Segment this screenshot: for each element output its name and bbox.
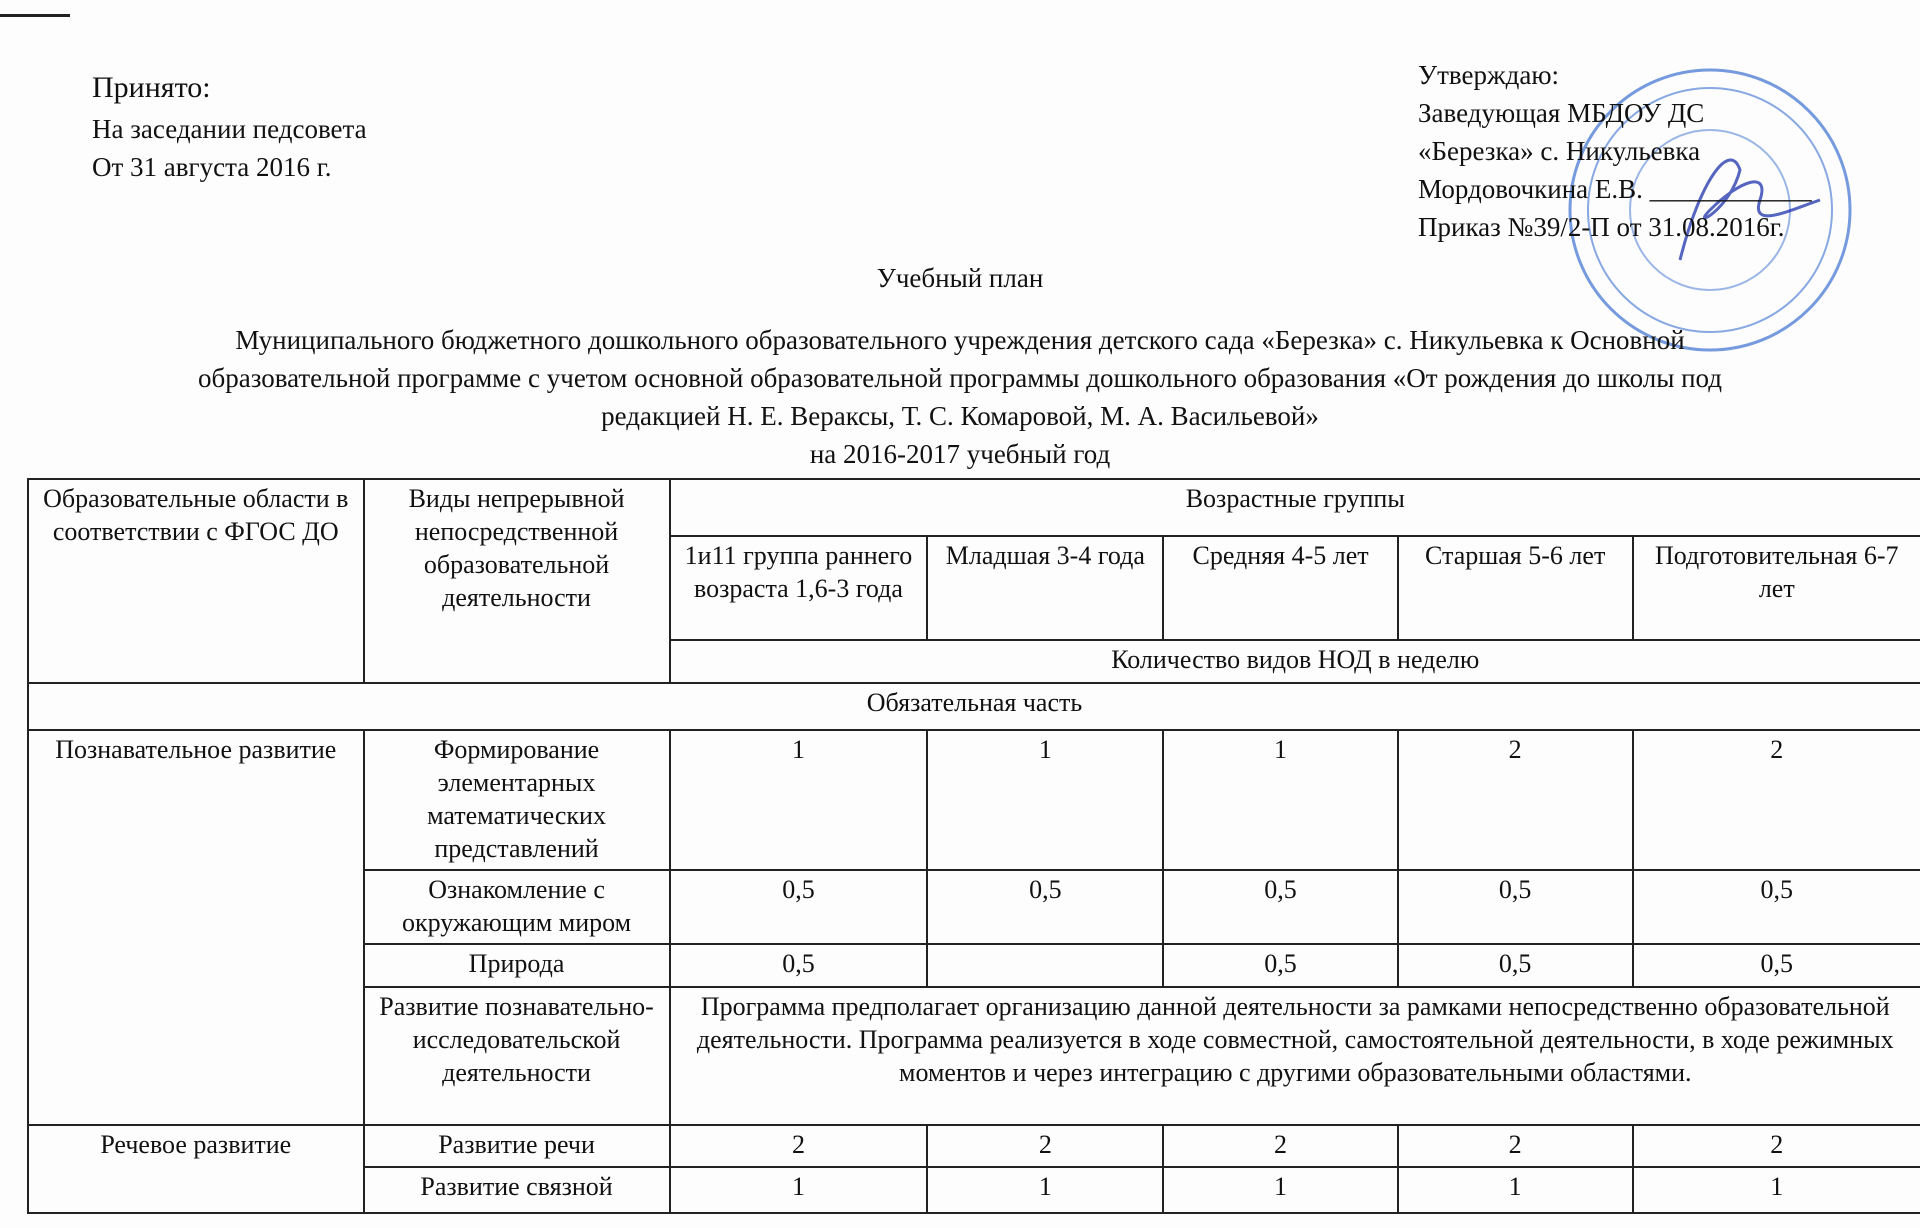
- area-cell: Познавательное развитие: [28, 730, 364, 1125]
- note-cell: Программа предполагает организацию данной деятельности за рамками непосредственно образовательной деятельности. Программа реализуется в ходе совместной, самостоятельной деятельности, в ходе режимных моментов и через интеграцию с другими образовательными областями.: [670, 987, 1920, 1125]
- doc-title: Учебный план: [876, 263, 1044, 293]
- value-cell: 1: [927, 730, 1163, 870]
- doc-subtitle-2: образовательной программе с учетом основной образовательной программы дошкольного образования «От рождения до школы под: [197, 363, 1723, 393]
- doc-year: на 2016-2017 учебный год: [809, 439, 1111, 469]
- kind-cell: Формирование элементарных математических представлений: [364, 730, 670, 870]
- value-cell: 1: [1633, 1167, 1920, 1213]
- accepted-block: [92, 66, 367, 186]
- value-cell: 0,5: [1163, 870, 1398, 944]
- kind-cell: Развитие речи: [364, 1125, 670, 1167]
- area-cell: Речевое развитие: [28, 1125, 364, 1213]
- approval-title: Утверждаю:: [1418, 60, 1560, 90]
- group-header: Старшая 5-6 лет: [1398, 536, 1633, 640]
- curriculum-table: [27, 478, 1920, 1214]
- approval-org: «Березка» с. Никульевка: [1418, 136, 1701, 166]
- group-header: Подготовительная 6-7 лет: [1633, 536, 1920, 640]
- kind-cell: Развитие познавательно-исследовательской деятельности: [364, 987, 670, 1125]
- value-cell: 2: [1633, 730, 1920, 870]
- accepted-title: Принято:: [92, 71, 211, 104]
- approval-name: Мордовочкина Е.В. ____________: [1418, 174, 1812, 204]
- table-row: [28, 1125, 1920, 1167]
- value-cell: 0,5: [670, 944, 928, 987]
- value-cell: 0,5: [1633, 870, 1920, 944]
- value-cell: 1: [927, 1167, 1163, 1213]
- group-header: 1и11 группа раннего возраста 1,6-3 года: [670, 536, 928, 640]
- count-label: Количество видов НОД в неделю: [670, 640, 1920, 683]
- value-cell: 1: [1163, 730, 1398, 870]
- value-cell: 1: [670, 730, 928, 870]
- section-label: Обязательная часть: [28, 683, 1920, 730]
- value-cell: 1: [1163, 1167, 1398, 1213]
- value-cell: 0,5: [1633, 944, 1920, 987]
- header-area: Образовательные области в соответствии с ФГОС ДО: [28, 479, 364, 683]
- header-kind: Виды непрерывной непосредственной образовательной деятельности: [364, 479, 670, 683]
- kind-cell: Развитие связной: [364, 1167, 670, 1213]
- accepted-line: На заседании педсовета: [92, 114, 367, 144]
- value-cell: 2: [927, 1125, 1163, 1167]
- value-cell: [927, 944, 1163, 987]
- value-cell: 2: [1163, 1125, 1398, 1167]
- value-cell: 1: [670, 1167, 928, 1213]
- table-row: [28, 730, 1920, 870]
- value-cell: 0,5: [1398, 944, 1633, 987]
- kind-cell: Ознакомление с окружающим миром: [364, 870, 670, 944]
- approval-position: Заведующая МБДОУ ДС: [1418, 98, 1705, 128]
- group-header: Средняя 4-5 лет: [1163, 536, 1398, 640]
- kind-cell: Природа: [364, 944, 670, 987]
- value-cell: 0,5: [927, 870, 1163, 944]
- approval-block: [1418, 56, 1812, 246]
- value-cell: 2: [1633, 1125, 1920, 1167]
- accepted-date: От 31 августа 2016 г.: [92, 152, 332, 182]
- value-cell: 0,5: [670, 870, 928, 944]
- value-cell: 1: [1398, 1167, 1633, 1213]
- header-groups: Возрастные группы: [670, 479, 1920, 536]
- value-cell: 0,5: [1163, 944, 1398, 987]
- value-cell: 2: [670, 1125, 928, 1167]
- approval-order: Приказ №39/2-П от 31.08.2016г.: [1418, 212, 1785, 242]
- value-cell: 0,5: [1398, 870, 1633, 944]
- doc-subtitle-3: редакцией Н. Е. Вераксы, Т. С. Комаровой, М. А. Васильевой»: [601, 401, 1319, 431]
- scan-mark: [0, 14, 70, 17]
- doc-subtitle-1: Муниципального бюджетного дошкольного образовательного учреждения детского сада «Березка» с. Никульевка к Основной: [235, 325, 1685, 355]
- group-header: Младшая 3-4 года: [927, 536, 1163, 640]
- value-cell: 2: [1398, 730, 1633, 870]
- value-cell: 2: [1398, 1125, 1633, 1167]
